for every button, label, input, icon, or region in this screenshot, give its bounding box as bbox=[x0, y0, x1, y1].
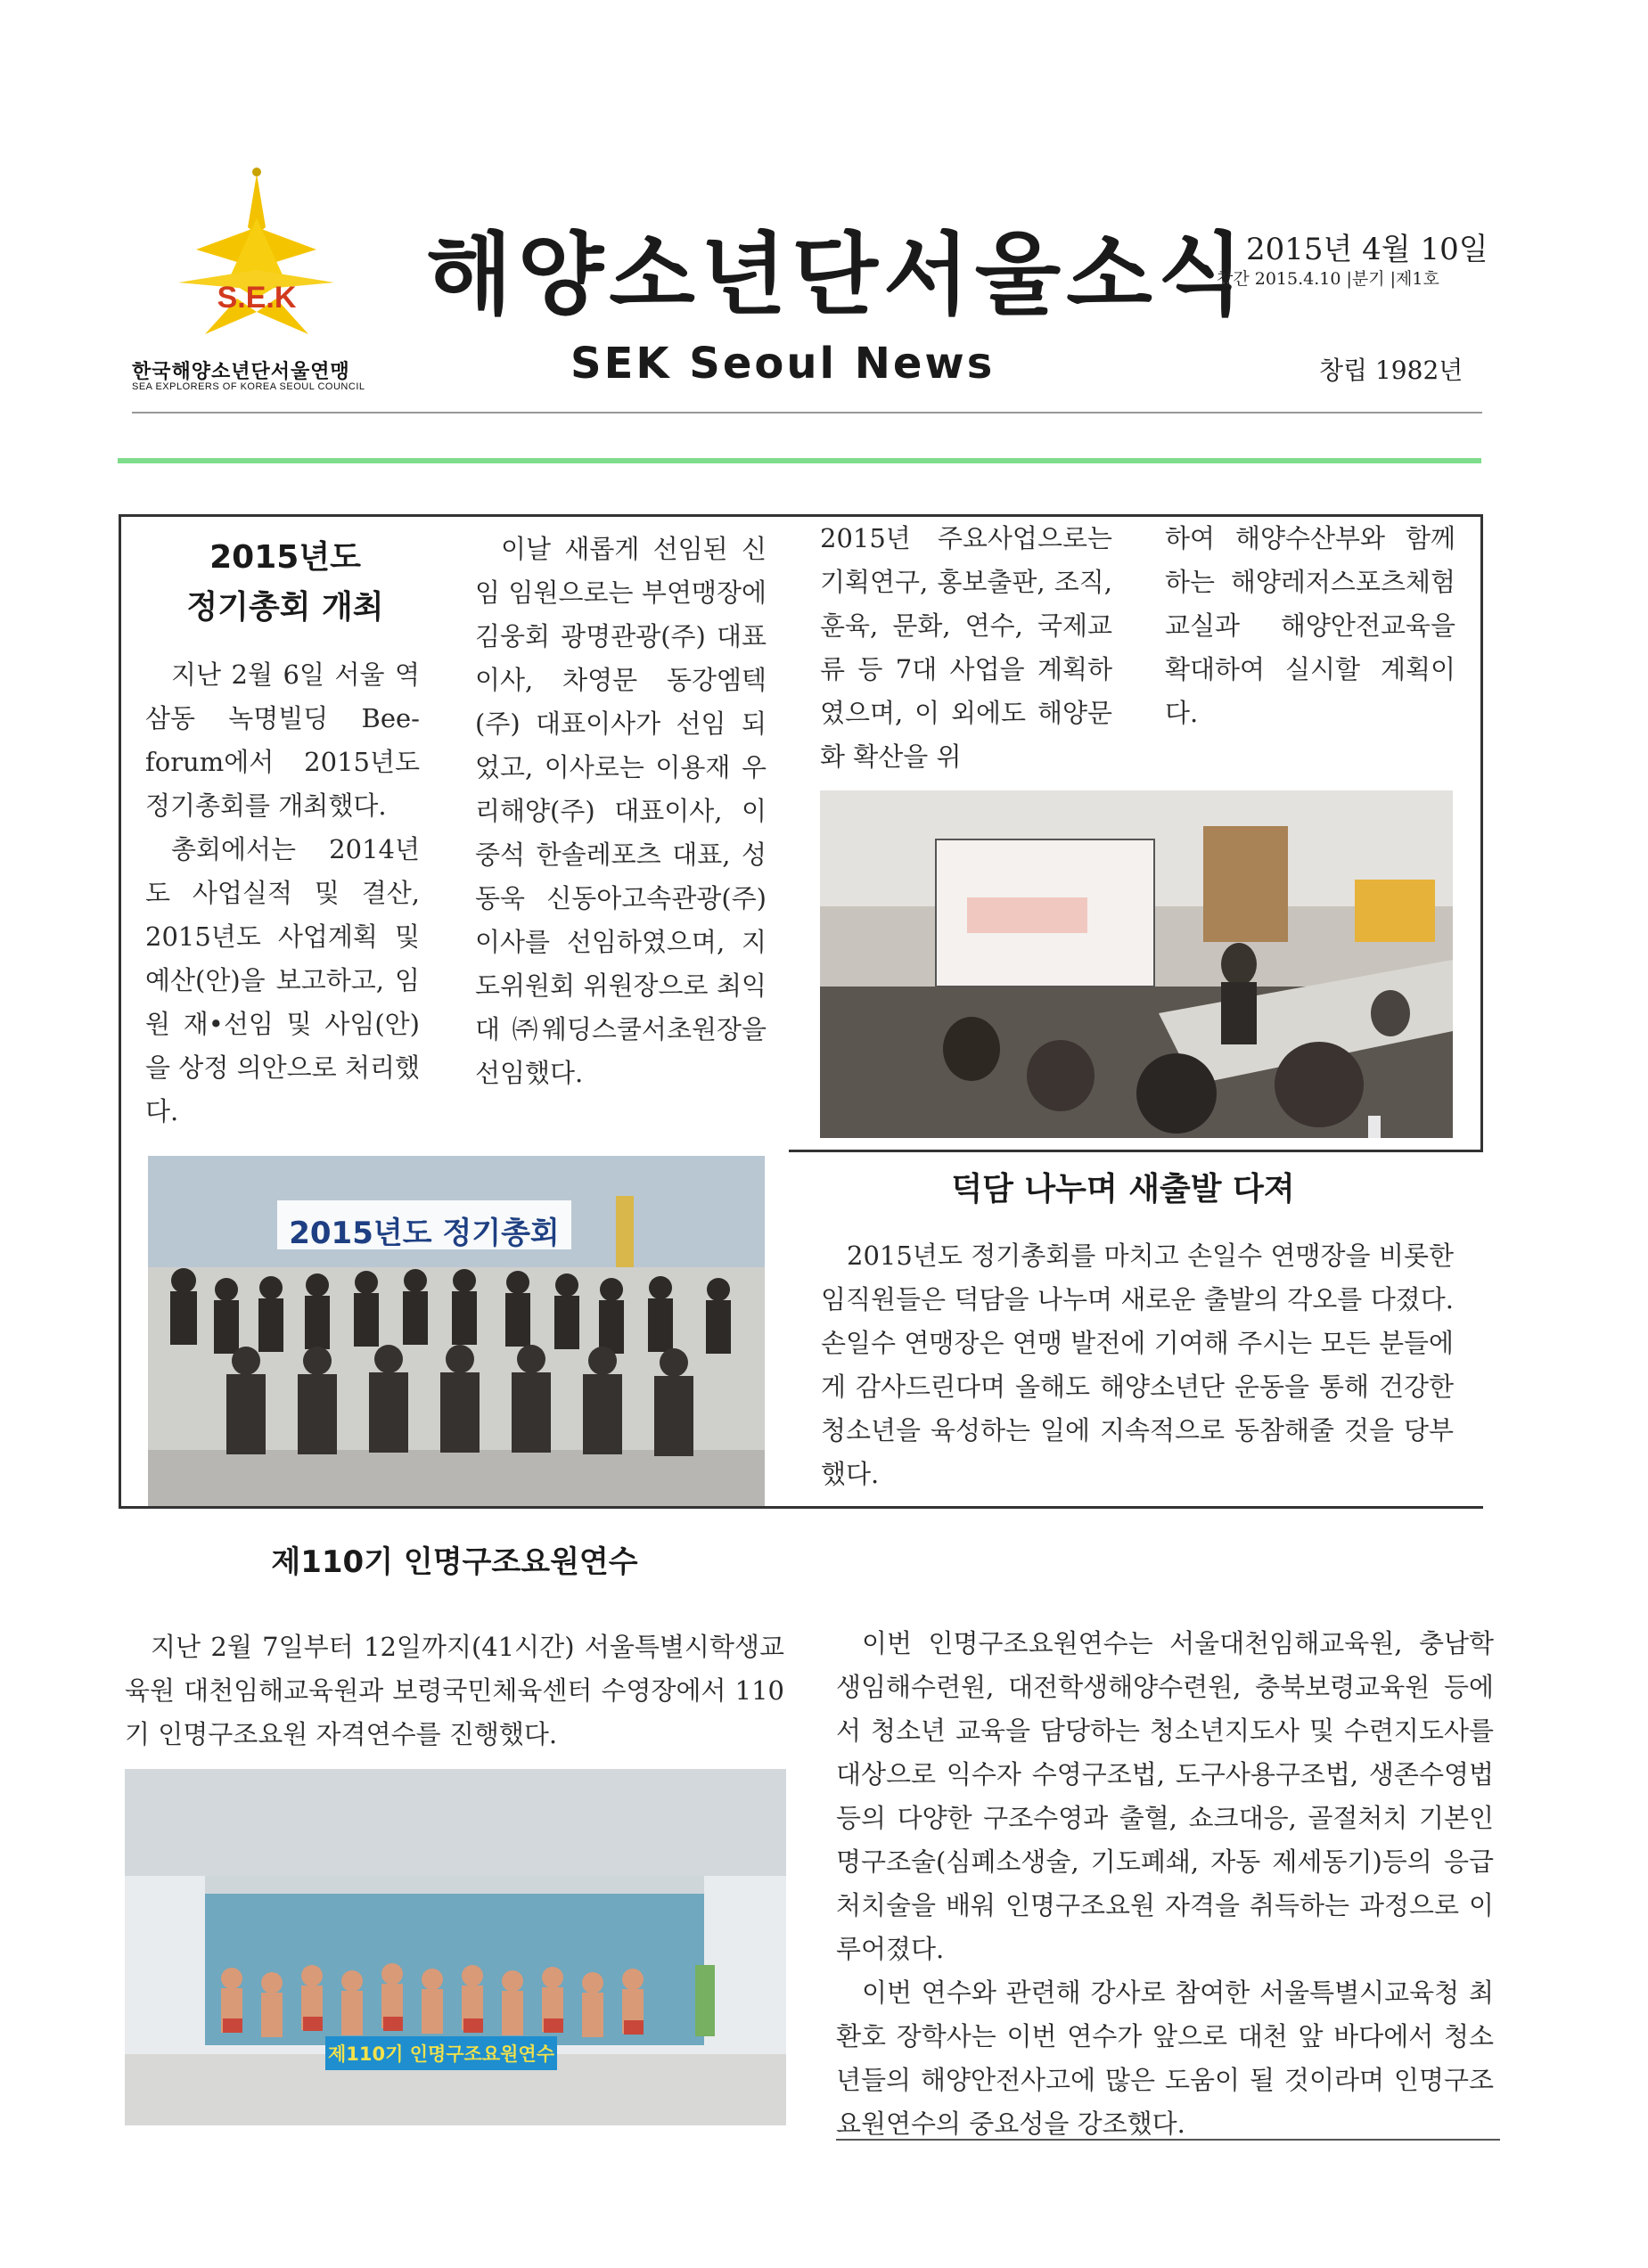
founded-year: 창립 1982년 bbox=[1319, 356, 1464, 385]
article1-col1-para1: 지난 2월 6일 서울 역삼동 녹명빌딩 Bee-forum에서 2015년도 정기총회를 개최했다. bbox=[145, 659, 420, 821]
article1-col1-para2: 총회에서는 2014년도 사업실적 및 결산, 2015년도 사업계획 및 예산(안)을 보고하고, 임원 재•선임 및 사임(안)을 상정 의안으로 처리했다. bbox=[145, 834, 420, 1126]
article1-column4 bbox=[1165, 517, 1455, 735]
article2-body bbox=[821, 1234, 1454, 1496]
box-right-border bbox=[1480, 514, 1483, 1151]
photo-general-meeting-group bbox=[148, 1156, 765, 1506]
article3-right-para2: 이번 연수와 관련해 강사로 참여한 서울특별시교육청 최환호 장학사는 이번 연수가 앞으로 대천 앞 바다에서 청소년들의 해양안전사고에 많은 도움이 될 것이라며 인명구조요원연수의 중요성을 강조했다. bbox=[836, 1977, 1494, 2139]
article1-title bbox=[143, 533, 428, 633]
article1-col2-para1: 이날 새롭게 선임된 신임 임원으로는 부연맹장에 김웅회 광명관광(주) 대표이사, 차영문 동강엠텍(주) 대표이사가 선임 되었고, 이사로는 이용재 우리해양(주) 대표이사, 이중석 한솔레포츠 대표, 성동욱 신동아고속관광(주) 이사를 선임하였으며, 지도위원회 위원장으로 최익대 ㈜웨딩스쿨서초원장을 선임했다. bbox=[475, 534, 767, 1088]
masthead-subtitle: SEK Seoul News bbox=[570, 339, 996, 389]
issue-info: 창간 2015.4.10 |분기 |제1호 bbox=[1217, 269, 1439, 289]
logo-text: S.E.K bbox=[217, 281, 297, 315]
article1-title-line1: 2015년도 bbox=[209, 539, 361, 576]
article1-column3 bbox=[820, 517, 1112, 779]
article1-col3-para1: 2015년 주요사업으로는 기획연구, 홍보출판, 조직, 훈육, 문화, 연수, 국제교류 등 7대 사업을 계획하였으며, 이 외에도 해양문화 확산을 위 bbox=[820, 523, 1112, 772]
article1-title-line2: 정기총회 개최 bbox=[186, 589, 384, 626]
box-mid-border bbox=[789, 1150, 1483, 1152]
org-name-english: SEA EXPLORERS OF KOREA SEOUL COUNCIL bbox=[132, 381, 365, 392]
article1-column1 bbox=[145, 653, 420, 1134]
sek-logo bbox=[152, 165, 361, 348]
box-left-border bbox=[119, 514, 121, 1509]
masthead-title: 해양소년단서울소식 bbox=[426, 223, 1250, 327]
article3-left-text bbox=[125, 1625, 784, 1756]
footer-divider bbox=[836, 2139, 1500, 2141]
issue-date: 2015년 4월 10일 bbox=[1246, 232, 1488, 267]
article3-left-para1: 지난 2월 7일부터 12일까지(41시간) 서울특별시학생교육원 대천임해교육원과 보령국민체육센터 수영장에서 110기 인명구조요원 자격연수를 진행했다. bbox=[125, 1632, 784, 1749]
header-divider bbox=[132, 412, 1482, 413]
article1-col4-para1: 하여 해양수산부와 함께하는 해양레저스포츠체험교실과 해양안전교육을 확대하여 실시할 계획이다. bbox=[1165, 523, 1455, 728]
green-divider bbox=[118, 458, 1481, 463]
box-bottom-border bbox=[119, 1506, 1483, 1509]
article3-title: 제110기 인명구조요원연수 bbox=[271, 1544, 638, 1580]
org-name-korean: 한국해양소년단서울연맹 bbox=[132, 361, 350, 383]
training-banner-text: 제110기 인명구조요원연수 bbox=[327, 2043, 555, 2065]
article3-right-text bbox=[836, 1622, 1494, 2146]
article2-title: 덕담 나누며 새출발 다져 bbox=[951, 1171, 1295, 1208]
article1-column2 bbox=[475, 528, 767, 1095]
article3-right-para1: 이번 인명구조요원연수는 서울대천임해교육원, 충남학생임해수련원, 대전학생해양수련원, 충북보령교육원 등에서 청소년 교육을 담당하는 청소년지도사 및 수련지도사를 대상으로 익수자 수영구조법, 도구사용구조법, 생존수영법 등의 다양한 구조수영과 출혈, 쇼크대응, 골절처치 기본인명구조술(심폐소생술, 기도폐쇄, 자동 제세동기)등의 응급처치술을 배워 인명구조요원 자격을 취득하는 과정으로 이루어졌다. bbox=[836, 1628, 1494, 1964]
meeting-banner-text: 2015년도 정기총회 bbox=[289, 1216, 560, 1251]
photo-meeting-presentation bbox=[820, 790, 1453, 1138]
article2-para1: 2015년도 정기총회를 마치고 손일수 연맹장을 비롯한 임직원들은 덕담을 나누며 새로운 출발의 각오를 다졌다. 손일수 연맹장은 연맹 발전에 기여해 주시는 모든 분들에게 감사드린다며 올해도 해양소년단 운동을 통해 건강한 청소년을 육성하는 일에 지속적으로 동참해줄 것을 당부했다. bbox=[821, 1240, 1454, 1489]
photo-lifeguard-training bbox=[125, 1769, 786, 2125]
